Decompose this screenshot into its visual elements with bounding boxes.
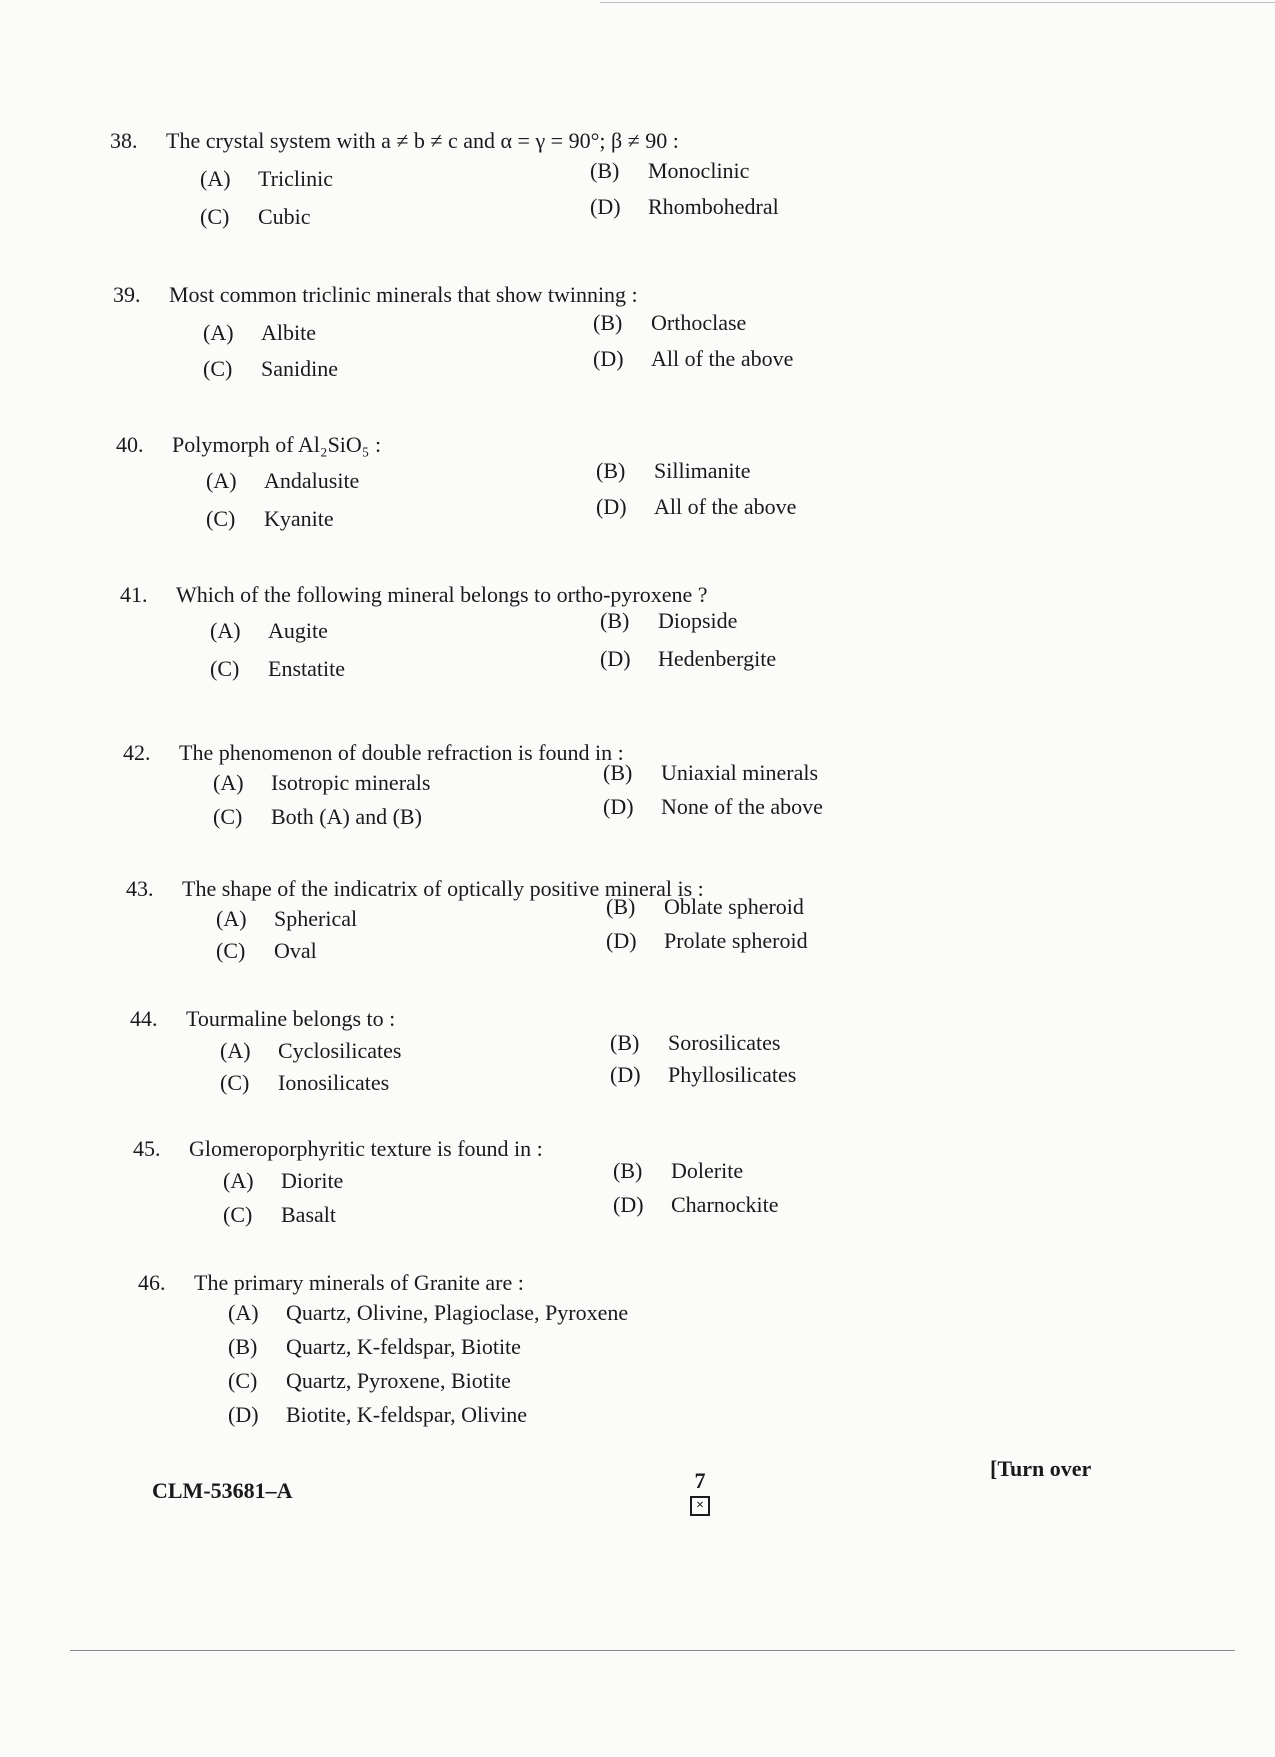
- question-text: Glomeroporphyritic texture is found in :: [189, 1136, 543, 1161]
- option-a: (A) Augite: [210, 618, 328, 643]
- option-a: (A) Cyclosilicates: [220, 1038, 402, 1063]
- option-d: (D) Rhombohedral: [590, 194, 779, 219]
- option-c: (C) Cubic: [200, 204, 311, 229]
- question-number: 45.: [133, 1136, 161, 1161]
- question-number: 39.: [113, 282, 141, 307]
- option-a: (A) Quartz, Olivine, Plagioclase, Pyroxene: [228, 1300, 629, 1325]
- option-c: (C) Ionosilicates: [220, 1070, 390, 1095]
- option-b: (B) Monoclinic: [590, 158, 750, 183]
- option-d: (D) Phyllosilicates: [610, 1062, 797, 1087]
- question-text: Most common triclinic minerals that show twinning :: [169, 282, 638, 307]
- question-number: 43.: [126, 876, 154, 901]
- option-d: (D) Charnockite: [613, 1192, 779, 1217]
- option-b: (B) Orthoclase: [593, 310, 747, 335]
- option-d: (D) All of the above: [596, 494, 797, 519]
- option-d: (D) None of the above: [603, 794, 823, 819]
- option-b: (B) Quartz, K-feldspar, Biotite: [228, 1334, 521, 1359]
- option-a: (A) Spherical: [216, 906, 358, 931]
- question-text: The primary minerals of Granite are :: [194, 1270, 524, 1295]
- option-d: (D) Prolate spheroid: [606, 928, 808, 953]
- question-text: Polymorph of Al₂SiO₅ :: [172, 432, 382, 457]
- option-c: (C) Sanidine: [203, 356, 338, 381]
- question-number: 38.: [110, 128, 138, 153]
- option-c: (C) Oval: [216, 938, 317, 963]
- option-d: (D) All of the above: [593, 346, 794, 371]
- option-b: (B) Dolerite: [613, 1158, 744, 1183]
- option-b: (B) Sorosilicates: [610, 1030, 781, 1055]
- option-c: (C) Enstatite: [210, 656, 345, 681]
- question-number: 46.: [138, 1270, 166, 1295]
- option-c: (C) Kyanite: [206, 506, 334, 531]
- page-number-block: [690, 1468, 710, 1516]
- option-b: (B) Uniaxial minerals: [603, 760, 819, 785]
- option-b: (B) Diopside: [600, 608, 738, 633]
- option-a: (A) Diorite: [223, 1168, 344, 1193]
- option-a: (A) Albite: [203, 320, 316, 345]
- page-number: 7: [694, 1468, 706, 1493]
- question-text: The phenomenon of double refraction is found in :: [179, 740, 624, 765]
- page-mark-icon: ×: [690, 1496, 710, 1516]
- option-a: (A) Andalusite: [206, 468, 360, 493]
- question-text: The crystal system with a ≠ b ≠ c and α = γ = 90°; β ≠ 90 :: [166, 128, 679, 153]
- option-c: (C) Basalt: [223, 1202, 336, 1227]
- option-d: (D) Hedenbergite: [600, 646, 777, 671]
- question-text: Which of the following mineral belongs to ortho-pyroxene ?: [176, 582, 708, 607]
- option-a: (A) Triclinic: [200, 166, 333, 191]
- question-number: 41.: [120, 582, 148, 607]
- question-number: 44.: [130, 1006, 158, 1031]
- option-b: (B) Oblate spheroid: [606, 894, 804, 919]
- top-edge-line: [600, 2, 1275, 3]
- turn-over-note: [Turn over: [990, 1456, 1092, 1481]
- option-d: (D) Biotite, K-feldspar, Olivine: [228, 1402, 528, 1427]
- bottom-divider: [70, 1650, 1235, 1651]
- question-text: Tourmaline belongs to :: [186, 1006, 396, 1031]
- question-text: The shape of the indicatrix of optically positive mineral is :: [182, 876, 704, 901]
- paper-code: CLM-53681–A: [152, 1478, 293, 1503]
- option-b: (B) Sillimanite: [596, 458, 751, 483]
- option-c: (C) Quartz, Pyroxene, Biotite: [228, 1368, 511, 1393]
- question-number: 42.: [123, 740, 151, 765]
- option-a: (A) Isotropic minerals: [213, 770, 431, 795]
- option-c: (C) Both (A) and (B): [213, 804, 422, 829]
- question-number: 40.: [116, 432, 144, 457]
